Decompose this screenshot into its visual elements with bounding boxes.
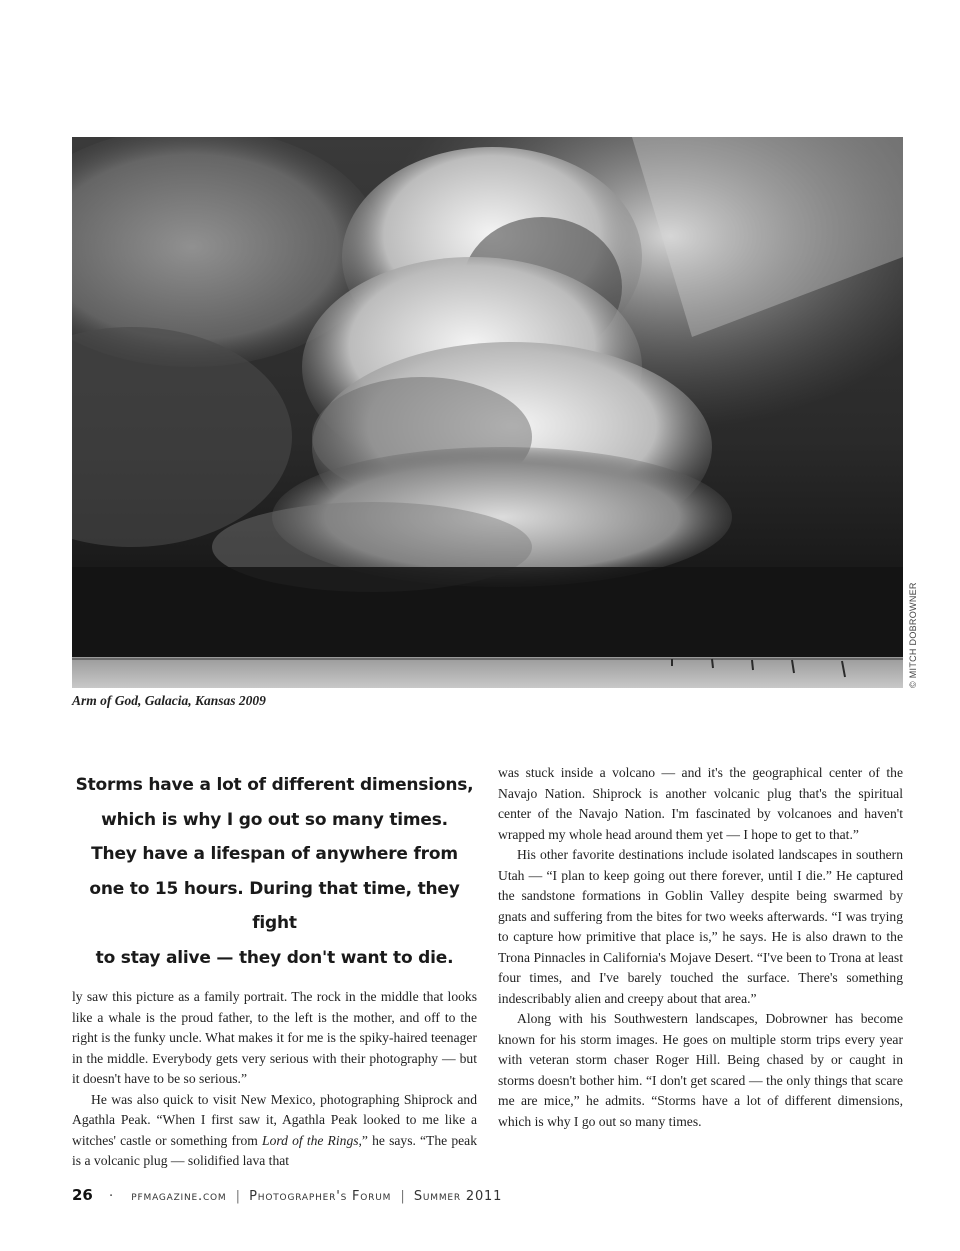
pull-quote-line: They have a lifespan of anywhere from	[91, 844, 458, 864]
photo-caption: Arm of God, Galacia, Kansas 2009	[72, 693, 266, 708]
storm-photo-image	[72, 137, 903, 688]
page-number: 26	[72, 1186, 93, 1204]
footer-separator: |	[235, 1189, 241, 1204]
article-column-right	[498, 763, 903, 1132]
pull-quote-line: one to 15 hours. During that time, they fight	[89, 878, 460, 933]
pull-quote-line: which is why I go out so many times.	[101, 809, 448, 830]
page-footer	[72, 1186, 502, 1204]
book-title: Lord of the Rings	[262, 1132, 359, 1148]
footer-publication: Photographer's Forum	[249, 1189, 392, 1204]
footer-issue: Summer 2011	[413, 1189, 503, 1204]
paragraph-text: ,” he says. “The peak is a volcanic plug — solidified lava that	[72, 1132, 477, 1168]
footer-dot: ·	[109, 1189, 114, 1204]
article-paragraph	[72, 1090, 477, 1172]
storm-photograph	[72, 137, 903, 688]
footer-site-link[interactable]: pfmagazine.com	[131, 1189, 227, 1204]
article-paragraph: His other favorite destinations include isolated landscapes in southern Utah — “I plan to keep going out there forever, until I die.” He captured the sandstone formations in Goblin Valley despite being swarmed by gnats and suffering from the bites for two weeks afterwards. “I was trying to capture how primitive that place is,” he says. He is also drawn to the Trona Pinnacles in California's Mojave Desert. “I've been to Trona at least four times, and I've barely touched the surface. There's something indescribably alien and creepy about that area.”	[498, 847, 903, 1006]
article-paragraph: ly saw this picture as a family portrait. The rock in the middle that looks like a whale is the proud father, to the left is the mother, and off to the right is the funky uncle. What makes it for me is the spiky-haired teenager in the middle. Everybody gets very serious with their photography — but it doesn't have to be so serious.”	[72, 989, 477, 1086]
article-column-left	[72, 987, 477, 1172]
footer-separator: |	[400, 1189, 405, 1204]
article-paragraph: was stuck inside a volcano — and it's the geographical center of the Navajo Nation. Shiprock is another volcanic plug that's the spiritual center of the Navajo Nation. I'm fascinated by volcanoes and haven't wrapped my whole head around them yet — I hope to get to that.”	[498, 765, 903, 842]
paragraph-text: He was also quick to visit New Mexico, photographing Shiprock and Agathla Peak. “When I first saw it, Agathla Peak looked to me like a witches' castle or something from	[72, 1091, 477, 1148]
pull-quote-line: Storms have a lot of different dimensions,	[75, 775, 474, 795]
photo-credit: © MITCH DOBROWNER	[908, 582, 918, 688]
pull-quote	[72, 768, 477, 975]
article-paragraph: Along with his Southwestern landscapes, Dobrowner has become known for his storm images. He goes on multiple storm trips every year with veteran storm chaser Roger Hill. Being chased by or caught in storms doesn't bother him. “I don't get scared — the only things that scare me are mice,” he admits. “Storms have a lot of different dimensions, which is why I go out so many times.	[498, 1011, 903, 1129]
pull-quote-line: to stay alive — they don't want to die.	[95, 947, 454, 968]
